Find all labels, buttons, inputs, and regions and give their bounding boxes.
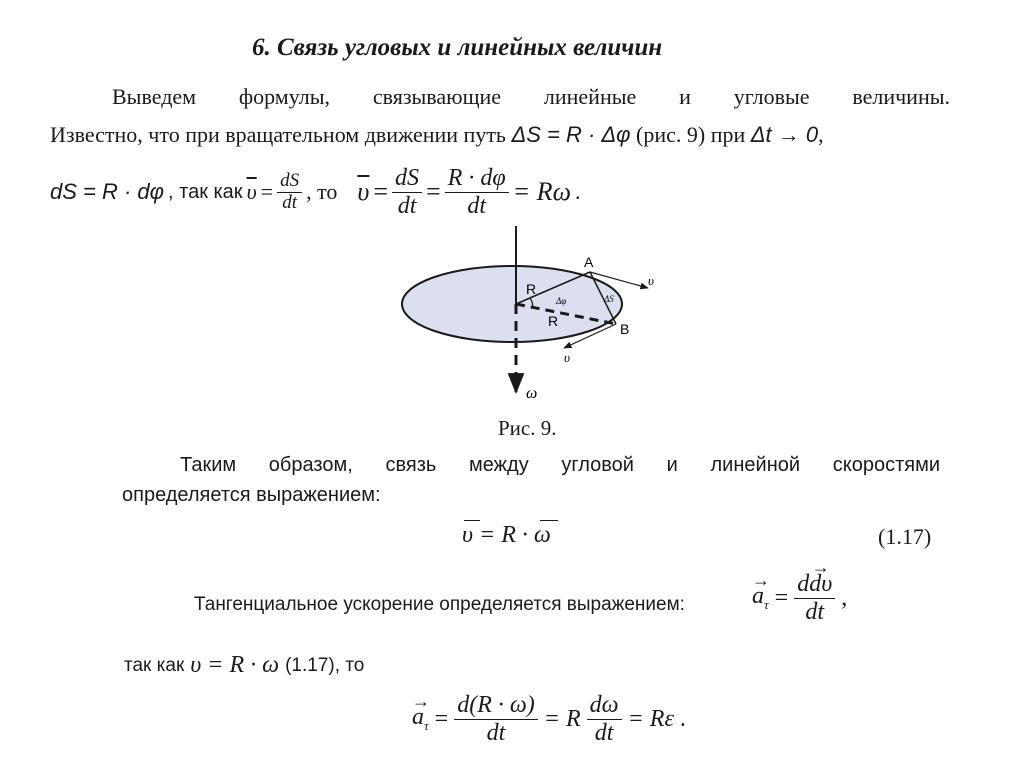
since-line-ref: (1.17), то xyxy=(285,654,365,676)
v-fraction-num: dS xyxy=(277,171,302,193)
tangential-text: Тангенциальное ускорение определяется выражением: xyxy=(194,594,685,615)
final-num-2: dω xyxy=(587,692,622,719)
equation-1-17 xyxy=(462,522,551,549)
ds-dt-num: dS xyxy=(392,165,422,192)
dv-dt-fraction xyxy=(794,571,835,625)
intro-line-2 xyxy=(50,122,824,148)
point-b-label: B xyxy=(620,321,630,337)
delta-phi-label: Δφ xyxy=(556,296,567,306)
a-tau-vector xyxy=(752,583,769,613)
eq117-formula: υ = R · ω xyxy=(462,522,551,548)
a-symbol: a xyxy=(752,583,764,610)
since-line xyxy=(124,652,364,679)
radius-label-1: R xyxy=(526,281,537,297)
final-num-1: d(R · ω) xyxy=(454,692,538,719)
final-frac-2 xyxy=(587,692,622,746)
page-title: 6. Связь угловых и линейных величин xyxy=(252,34,663,61)
v-symbol: $\overline{\upsilon}$ xyxy=(246,179,257,204)
path-formula: ΔS = R · Δφ xyxy=(511,122,631,147)
final-end: . xyxy=(679,705,686,732)
velocity-label-b: υ xyxy=(564,350,570,365)
limit-formula: Δt → 0 xyxy=(750,122,819,147)
r-omega-result: = Rω xyxy=(512,177,571,206)
tangential-end: , xyxy=(841,584,848,611)
equals-sign-2: = xyxy=(373,177,389,206)
omega-label: ω xyxy=(526,385,538,402)
tangential-formula xyxy=(752,566,847,630)
conclusion-line-1: Таким образом, связь между угловой и линейной скоростями xyxy=(180,454,940,476)
intro-line-1: Выведем формулы, связывающие линейные и угловые величины. xyxy=(112,84,950,109)
rotating-disk xyxy=(402,266,622,342)
intro-text: Известно, что при вращательном движении путь xyxy=(50,122,506,147)
derivation-line xyxy=(50,162,580,222)
final-frac-1 xyxy=(454,692,538,746)
ds-formula: dS = R · dφ xyxy=(50,179,165,204)
equals-sign-3: = xyxy=(426,177,441,206)
figure-ref: (рис. 9) при xyxy=(636,122,746,147)
final-formula xyxy=(412,682,686,756)
final-result: = Rε xyxy=(627,705,674,732)
delta-s-label: ΔS xyxy=(604,294,614,304)
final-mid: = R xyxy=(543,705,581,732)
tangential-equals: = xyxy=(774,584,789,611)
rdphi-num: R · dφ xyxy=(445,165,509,192)
point-a-label: A xyxy=(584,254,594,270)
final-a-tau xyxy=(412,704,429,734)
intro-end: , xyxy=(818,122,824,147)
radius-label-2: R xyxy=(548,313,559,329)
final-equals-1: = xyxy=(434,705,449,732)
final-tau-sub: τ xyxy=(424,717,429,733)
then-text: , то xyxy=(306,179,338,204)
equals-sign: = xyxy=(260,179,274,204)
ds-dt-fraction xyxy=(392,165,422,219)
equation-number-1-17: (1.17) xyxy=(878,524,932,549)
tau-subscript: τ xyxy=(764,596,769,612)
final-a-symbol: a xyxy=(412,704,424,731)
v-fraction xyxy=(277,171,302,214)
derivation-end: . xyxy=(574,179,581,204)
since-text: , так как xyxy=(168,180,243,203)
conclusion-line-2: определяется выражением: xyxy=(122,484,381,506)
since-line-text: так как xyxy=(124,654,185,676)
dv-num: d→ dυ xyxy=(794,571,835,598)
rdphi-den: dt xyxy=(467,192,486,219)
dv-den: dt xyxy=(805,598,825,625)
final-den-2: dt xyxy=(594,719,614,746)
dv-vector: → dυ xyxy=(809,571,832,597)
ds-dt-den: dt xyxy=(397,192,417,219)
v-fraction-den: dt xyxy=(282,191,297,213)
rdphi-dt-fraction xyxy=(445,165,509,219)
velocity-label-a: υ xyxy=(648,273,654,288)
since-line-formula: υ = R · ω xyxy=(190,652,280,678)
v-symbol-2: $\overline{\upsilon}$ xyxy=(357,177,370,206)
rotation-figure xyxy=(390,222,690,422)
figure-caption: Рис. 9. xyxy=(498,416,557,440)
final-den-1: dt xyxy=(486,719,506,746)
